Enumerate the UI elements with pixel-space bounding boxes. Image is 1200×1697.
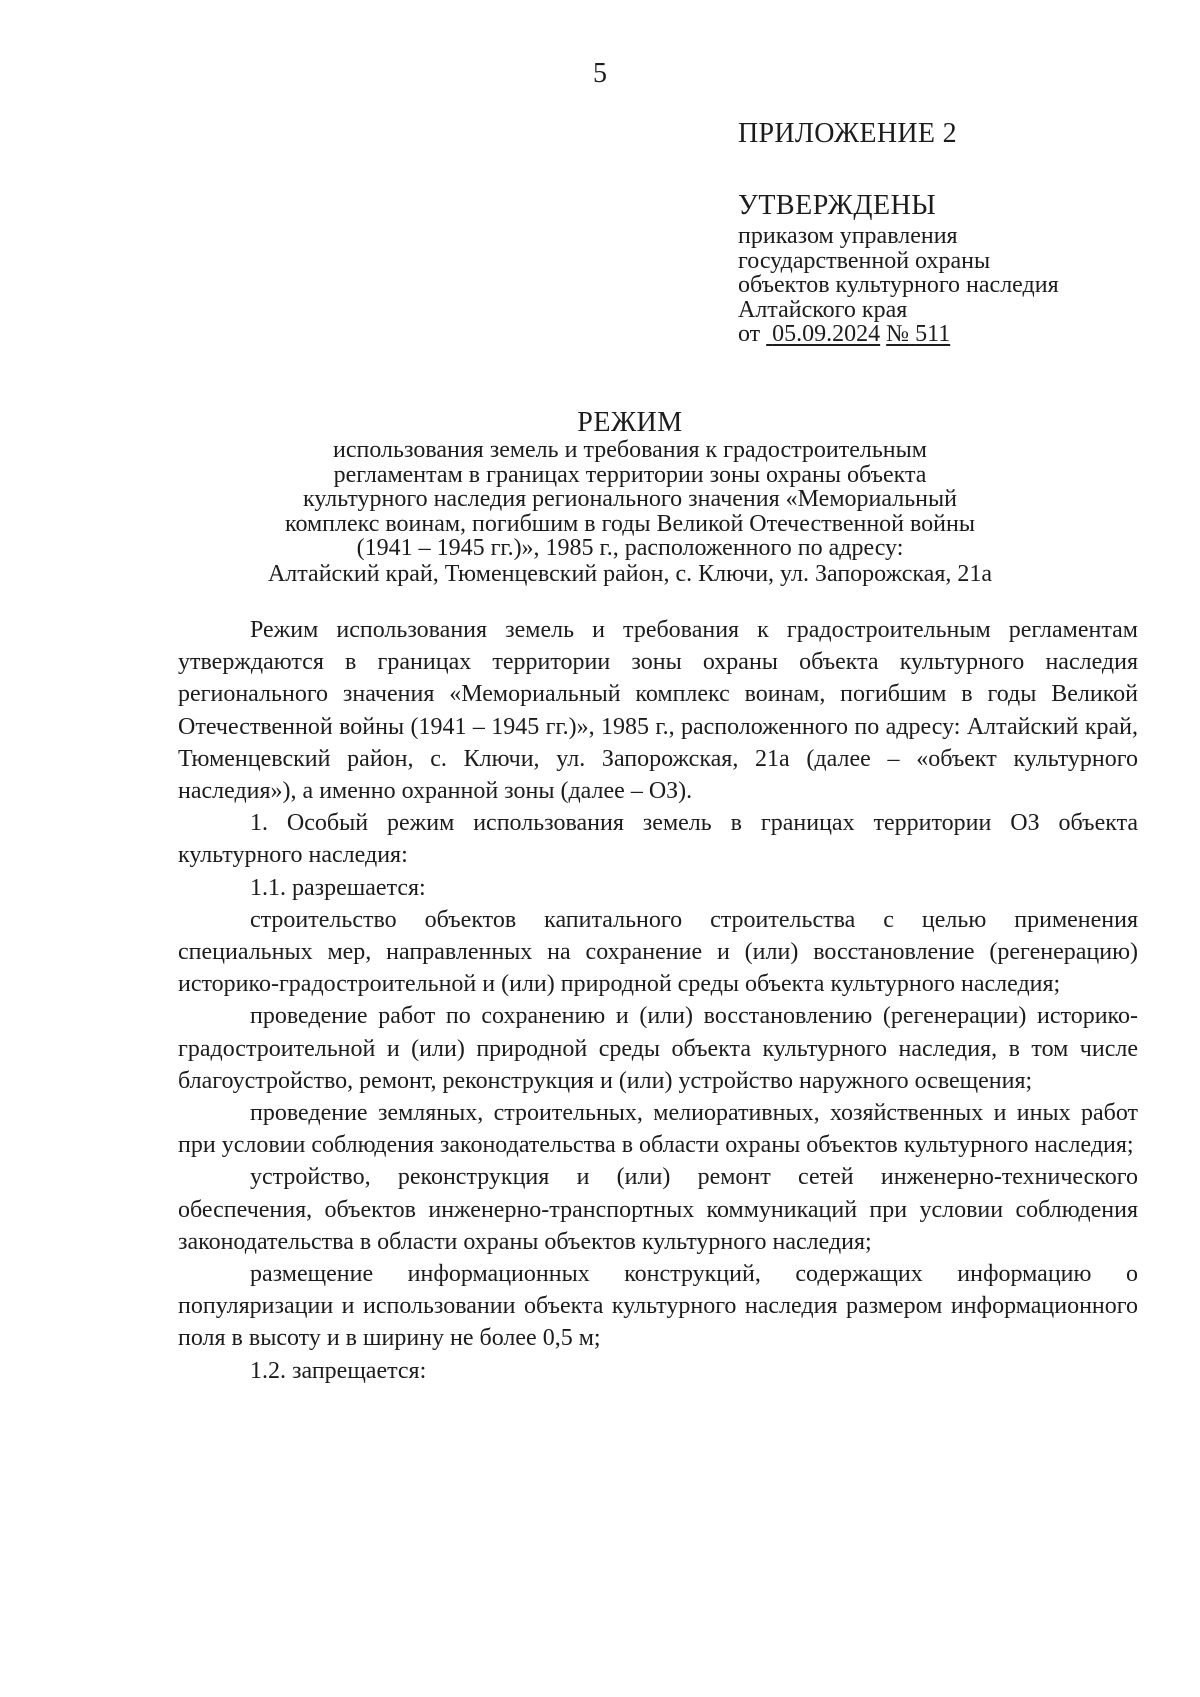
body-paragraph: размещение информационных конструкций, содержащих информацию о популяризации и использовании объекта культурного наследия размером информационного поля в высоту и в ширину не более 0,5 м; <box>178 1261 1138 1352</box>
approval-line: приказом управления <box>738 223 958 249</box>
date-prefix: от <box>738 321 761 347</box>
document-subtitle-line: регламентам в границах территории зоны охраны объекта <box>333 461 927 488</box>
document-subtitle-line: использования земель и требования к градостроительным <box>333 437 927 463</box>
body-paragraph: Режим использования земель и требования к градостроительным регламентам утверждаются в границах территории зоны охраны объекта культурного наследия регионального значения «Мемориальный комплекс воинам, погибшим в годы Великой Отечественной войны (1941 – 1945 гг.)», 1985 г., расположенного по адресу: Алтайский край, Тюменцевский район, с. Ключи, ул. Запорожская, 21а (далее – «объект культурного наследия»), а именно охранной зоны (далее – ОЗ). <box>178 617 1138 805</box>
body-paragraph: устройство, реконструкция и (или) ремонт сетей инженерно-технического обеспечения, объектов инженерно-транспортных коммуникаций при условии соблюдения законодательства в области охраны объектов культурного наследия; <box>178 1164 1138 1255</box>
document-subtitle-line: комплекс воинам, погибшим в годы Великой Отечественной войны <box>285 510 975 537</box>
document-subtitle-line: Алтайский край, Тюменцевский район, с. Ключи, ул. Запорожская, 21а <box>267 560 993 587</box>
page-number: 5 <box>593 58 607 89</box>
body-paragraph: 1.1. разрешается: <box>250 874 426 901</box>
order-number: № 511 <box>886 321 951 347</box>
document-title-block <box>170 408 1090 587</box>
approval-line: объектов культурного наследия <box>738 272 1059 298</box>
approval-line: Алтайского края <box>738 296 908 323</box>
order-date: 05.09.2024 <box>772 321 881 347</box>
approval-line: государственной охраны <box>738 247 991 274</box>
body-paragraph: проведение земляных, строительных, мелиоративных, хозяйственных и иных работ при условии соблюдения законодательства в области охраны объектов культурного наследия; <box>178 1100 1138 1159</box>
body-paragraph: 1.2. запрещается: <box>250 1357 427 1384</box>
appendix-label: ПРИЛОЖЕНИЕ 2 <box>738 118 957 149</box>
body-paragraph: проведение работ по сохранению и (или) восстановлению (регенерации) историко-градостроительной и (или) природной среды объекта культурного наследия, в том числе благоустройство, ремонт, реконструкция и (или) устройство наружного освещения; <box>178 1003 1138 1094</box>
body-paragraph: 1. Особый режим использования земель в границах территории ОЗ объекта культурного наследия: <box>178 810 1138 869</box>
body-paragraph: строительство объектов капитального строительства с целью применения специальных мер, направленных на сохранение и (или) восстановление (регенерацию) историко-градостроительной и (или) природной среды объекта культурного наследия; <box>178 906 1138 998</box>
approval-stamp <box>738 118 1158 347</box>
order-date-line <box>738 322 1158 347</box>
approved-label: УТВЕРЖДЕНЫ <box>738 190 937 221</box>
document-title: РЕЖИМ <box>577 407 683 438</box>
document-subtitle-line: (1941 – 1945 гг.)», 1985 г., расположенного по адресу: <box>356 535 904 561</box>
document-subtitle-line: культурного наследия регионального значения «Мемориальный <box>303 486 957 512</box>
document-body <box>178 614 1138 1387</box>
